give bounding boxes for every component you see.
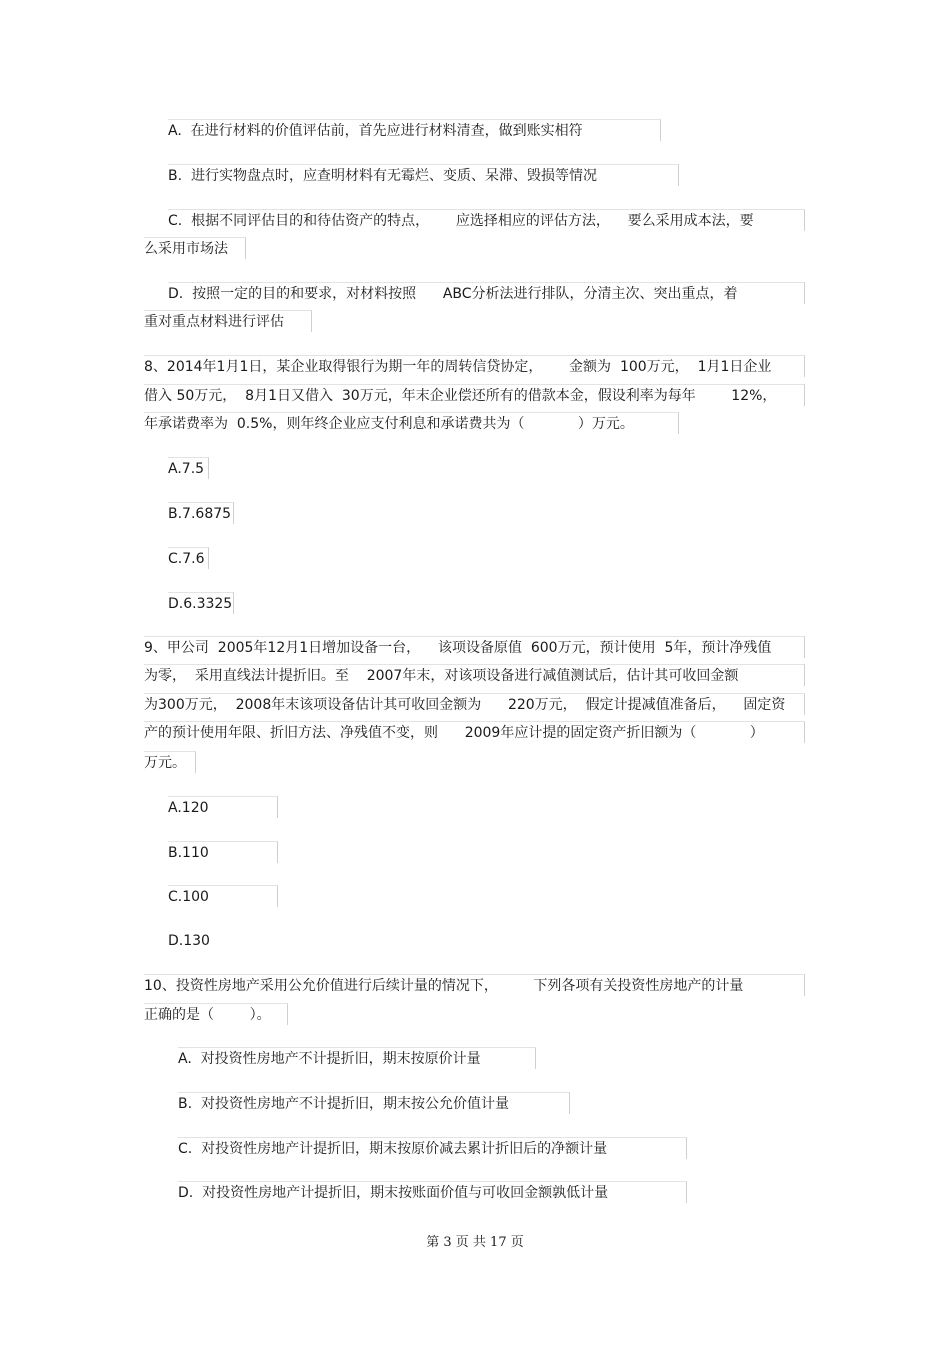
q8-stem-line2: 借入 50万元， 8月1日又借入 30万元，年末企业偿还所有的借款本金，假设利率为每年 12%， xyxy=(144,384,805,406)
q10-stem-line2: 正确的是（ ）。 xyxy=(144,1003,288,1025)
q7-option-b: B. 进行实物盘点时，应查明材料有无霉烂、变质、呆滞、毁损等情况 xyxy=(168,164,679,186)
q10-option-b: B. 对投资性房地产不计提折旧，期末按公允价值计量 xyxy=(178,1092,570,1114)
q8-stem-line1: 8、2014年1月1日，某企业取得银行为期一年的周转信贷协定， 金额为 100万元， 1月1日企业 xyxy=(144,355,805,377)
q8-stem-line3: 年承诺费率为 0.5%，则年终企业应支付利息和承诺费共为（ ）万元。 xyxy=(144,412,679,434)
q9-option-b: B.110 xyxy=(168,841,278,863)
q9-option-a: A.120 xyxy=(168,796,278,818)
q7-option-a: A. 在进行材料的价值评估前，首先应进行材料清查，做到账实相符 xyxy=(168,119,661,141)
q9-option-d: D.130 xyxy=(168,933,210,949)
q9-stem-line3: 为300万元， 2008年末该项设备估计其可收回金额为 220万元， 假定计提减值准备后， 固定资 xyxy=(144,693,805,715)
q7-option-d-line2: 重对重点材料进行评估 xyxy=(144,310,312,332)
q9-option-c: C.100 xyxy=(168,885,278,907)
q8-option-b: B.7.6875 xyxy=(168,502,234,524)
q7-option-d-line1: D. 按照一定的目的和要求，对材料按照 ABC分析法进行排队，分清主次、突出重点，着 xyxy=(168,282,805,304)
q8-option-c: C.7.6 xyxy=(168,547,209,569)
q10-option-c: C. 对投资性房地产计提折旧，期末按原价减去累计折旧后的净额计量 xyxy=(178,1137,687,1159)
q10-option-d: D. 对投资性房地产计提折旧，期末按账面价值与可收回金额孰低计量 xyxy=(178,1181,687,1203)
page-number-footer: 第 3 页 共 17 页 xyxy=(426,1235,524,1250)
q10-stem-line1: 10、投资性房地产采用公允价值进行后续计量的情况下， 下列各项有关投资性房地产的计量 xyxy=(144,974,805,996)
q8-option-a: A.7.5 xyxy=(168,457,209,479)
q7-option-c-line2: 么采用市场法 xyxy=(144,237,246,259)
q9-stem-line4: 产的预计使用年限、折旧方法、净残值不变，则 2009年应计提的固定资产折旧额为（ ） xyxy=(144,721,805,743)
q9-stem-line5: 万元。 xyxy=(144,751,196,773)
q10-option-a: A. 对投资性房地产不计提折旧，期末按原价计量 xyxy=(178,1047,536,1069)
q9-stem-line1: 9、甲公司 2005年12月1日增加设备一台， 该项设备原值 600万元，预计使用 5年，预计净残值 xyxy=(144,636,805,658)
q7-option-c-line1: C. 根据不同评估目的和待估资产的特点， 应选择相应的评估方法， 要么采用成本法，要 xyxy=(168,209,805,231)
q9-stem-line2: 为零， 采用直线法计提折旧。至 2007年末，对该项设备进行减值测试后，估计其可收回金额 xyxy=(144,664,805,686)
q8-option-d: D.6.3325 xyxy=(168,592,234,614)
